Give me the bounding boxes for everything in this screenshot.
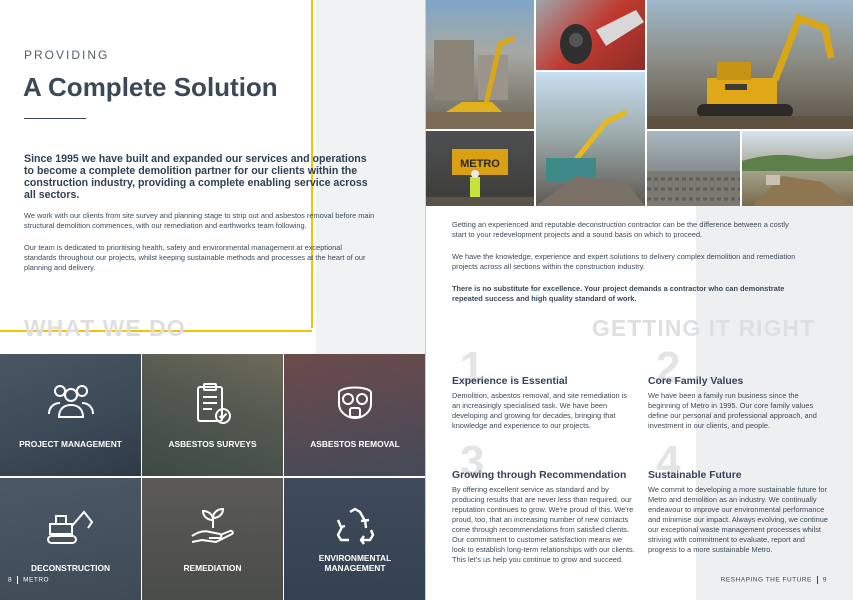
section-kicker: PROVIDING xyxy=(24,48,110,62)
tile-label: REMEDIATION xyxy=(183,563,242,573)
title-underline xyxy=(24,118,86,119)
page-number: 8 xyxy=(8,576,13,584)
getting-it-right-heading: GETTING IT RIGHT xyxy=(592,315,815,341)
intro-paragraph: Since 1995 we have built and expanded our services and operations to become a complete demolition partner for our clients within the construction industry, providing a complete enabling service across all sectors. xyxy=(24,153,368,201)
tile-label: ASBESTOS SURVEYS xyxy=(168,439,257,449)
body-paragraph: We have the knowledge, experience and expert solutions to delivery complex demolition and remediation projects across all sections within the construction industry. xyxy=(452,252,796,271)
page-footer-right xyxy=(721,576,827,584)
value-text: Demolition, asbestos removal, and site remediation is an increasingly specialised task. We have been developing and growing for decades, bringing that knowledge and experience to our projects. xyxy=(452,391,627,430)
value-block xyxy=(648,343,830,431)
earthworks-photo xyxy=(742,131,853,206)
value-title: Core Family Values xyxy=(648,376,744,387)
recycle-icon xyxy=(333,506,377,551)
left-page xyxy=(0,0,426,600)
service-tile-remediation[interactable] xyxy=(142,478,283,600)
value-number: 2 xyxy=(656,343,681,392)
footer-tagline: RESHAPING THE FUTURE xyxy=(720,576,812,584)
body-paragraph: Our team is dedicated to prioritising health, safety and environmental management at exceptional standards throughout our projects, whilst keeping sustainable methods and processes at the heart of our planning and delivery. xyxy=(24,243,366,272)
crusher-photo xyxy=(536,72,645,206)
value-number: 4 xyxy=(656,437,681,486)
value-number: 1 xyxy=(460,343,485,392)
body-paragraph: We work with our clients from site survey and planning stage to strip out and asbestos removal before main structural demolition commences, with our remediation and earthworks team following. xyxy=(24,211,375,230)
team-icon xyxy=(46,382,96,423)
gas-mask-icon xyxy=(333,382,377,427)
site-clearance-photo xyxy=(647,131,740,206)
value-text: We have been a family run business since the beginning of Metro in 1995. Our core family values define our personal and professional approach, and investment in our clients, and people. xyxy=(648,391,817,430)
page-footer-left xyxy=(8,576,49,584)
value-block xyxy=(452,437,636,565)
value-block xyxy=(452,343,636,431)
asbestos-worker-photo xyxy=(536,0,645,70)
value-text: We commit to developing a more sustainable future for Metro and demolition as an industry. We continually endeavour to improve our environmental performance and minimise our impact. Always evolving, we continue our exceptional waste management processes whilst striving with commitment to evaluate, report and progress to a more sustainable Metro. xyxy=(648,485,828,554)
excavator-icon xyxy=(44,506,98,551)
demolition-photo xyxy=(426,0,534,129)
photo-sign-text: METRO xyxy=(460,158,500,170)
clipboard-check-icon xyxy=(193,382,233,431)
service-tile-project-management[interactable] xyxy=(0,354,141,476)
tile-label: DECONSTRUCTION xyxy=(30,563,111,573)
footer-separator xyxy=(817,576,818,584)
value-block xyxy=(648,437,830,555)
tile-label: PROJECT MANAGEMENT xyxy=(19,439,122,449)
what-we-do-heading: WHAT WE DO xyxy=(24,315,186,341)
value-number: 3 xyxy=(460,437,485,486)
value-title: Growing through Recommendation xyxy=(452,470,627,481)
value-text: By offering excellent service as standard and by producing results that are never less than required, our reputation continues to grow. We're proud of this. We're proud, too, that an increasing number of new contacts come through recommendations from satisfied clients. Our commitment to customer satisfaction means we look to establish long-term relationships with our clients. This let's us help you continue to grow and succeed. xyxy=(452,485,635,564)
tile-label: ENVIRONMENTAL MANAGEMENT xyxy=(318,553,392,573)
service-tile-environmental-management[interactable] xyxy=(284,478,426,600)
page-number: 9 xyxy=(822,576,827,584)
excavator-photo xyxy=(647,0,853,129)
value-title: Experience is Essential xyxy=(452,376,568,387)
metro-plant-photo xyxy=(426,131,534,206)
body-paragraph: Getting an experienced and reputable deconstruction contractor can be the difference between a costly start to your redevelopment projects and a sound basis on which to proceed. xyxy=(452,220,789,239)
page-title: A Complete Solution xyxy=(23,72,278,102)
service-tile-asbestos-surveys[interactable] xyxy=(142,354,283,476)
emphasis-paragraph: There is no substitute for excellence. Your project demands a contractor who can demonstrate repeated success and high quality standard of work. xyxy=(452,284,785,303)
hand-plant-icon xyxy=(188,506,238,551)
value-title: Sustainable Future xyxy=(648,470,742,481)
tile-label: ASBESTOS REMOVAL xyxy=(310,439,400,449)
footer-separator xyxy=(17,576,18,584)
service-tile-asbestos-removal[interactable] xyxy=(284,354,426,476)
photo-collage xyxy=(426,0,853,206)
services-grid xyxy=(0,354,426,600)
footer-brand: METRO xyxy=(23,576,50,584)
right-page xyxy=(426,0,853,600)
